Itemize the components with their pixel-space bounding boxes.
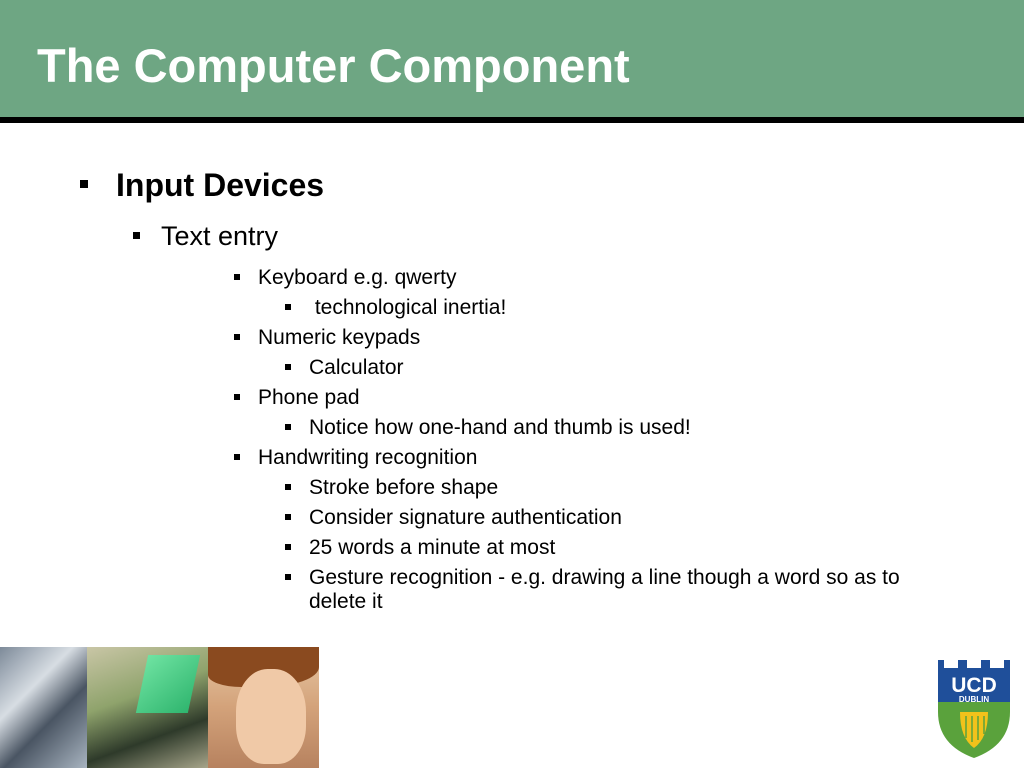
list-item-keyboard-note — [285, 296, 959, 320]
list-item-numeric-keypads — [234, 326, 420, 350]
list-item-text: Consider signature authentication — [309, 506, 622, 529]
square-bullet-icon — [285, 574, 291, 580]
list-item-stroke — [285, 476, 959, 500]
list-item-text: Keyboard e.g. qwerty — [258, 266, 457, 289]
slide-title: The Computer Component — [37, 39, 630, 92]
list-item-text: Handwriting recognition — [258, 446, 478, 469]
square-bullet-icon — [285, 424, 291, 430]
ucd-logo — [936, 650, 1012, 760]
square-bullet-icon — [285, 514, 291, 520]
square-bullet-icon — [133, 232, 140, 239]
keyboard-photo — [87, 647, 208, 768]
list-item-words — [285, 536, 959, 560]
list-item-text: Calculator — [309, 356, 404, 379]
square-bullet-icon — [285, 364, 291, 370]
list-item-text: Numeric keypads — [258, 326, 421, 349]
list-item-gesture — [285, 566, 959, 614]
list-item-text: Input Devices — [116, 167, 325, 203]
mobile-phone-photo — [0, 647, 87, 768]
square-bullet-icon — [285, 304, 291, 310]
photo-strip — [0, 647, 319, 768]
list-item-phone-pad — [234, 386, 360, 410]
square-bullet-icon — [234, 394, 240, 400]
list-item-keyboard — [234, 266, 456, 290]
square-bullet-icon — [285, 544, 291, 550]
square-bullet-icon — [234, 454, 240, 460]
list-item-handwriting — [234, 446, 477, 470]
list-item-phone-pad-note — [285, 416, 959, 440]
square-bullet-icon — [285, 484, 291, 490]
square-bullet-icon — [234, 334, 240, 340]
list-item-text: Gesture recognition - e.g. drawing a line though a word so as to delete it — [309, 566, 900, 613]
list-item-text: Notice how one-hand and thumb is used! — [309, 416, 691, 439]
list-item-text: Text entry — [161, 221, 279, 251]
list-item-text: Phone pad — [258, 386, 360, 409]
list-item-text: Stroke before shape — [309, 476, 499, 499]
list-item-signature — [285, 506, 959, 530]
square-bullet-icon — [80, 180, 88, 188]
list-item-text: technological inertia! — [309, 296, 507, 319]
list-item-calculator — [285, 356, 959, 380]
logo-name: UCD — [951, 674, 997, 697]
list-item-input-devices — [80, 168, 324, 202]
logo-subtitle: DUBLIN — [958, 695, 990, 704]
square-bullet-icon — [234, 274, 240, 280]
list-item-text-entry — [133, 221, 278, 251]
list-item-text: 25 words a minute at most — [309, 536, 556, 559]
woman-headset-photo — [208, 647, 319, 768]
